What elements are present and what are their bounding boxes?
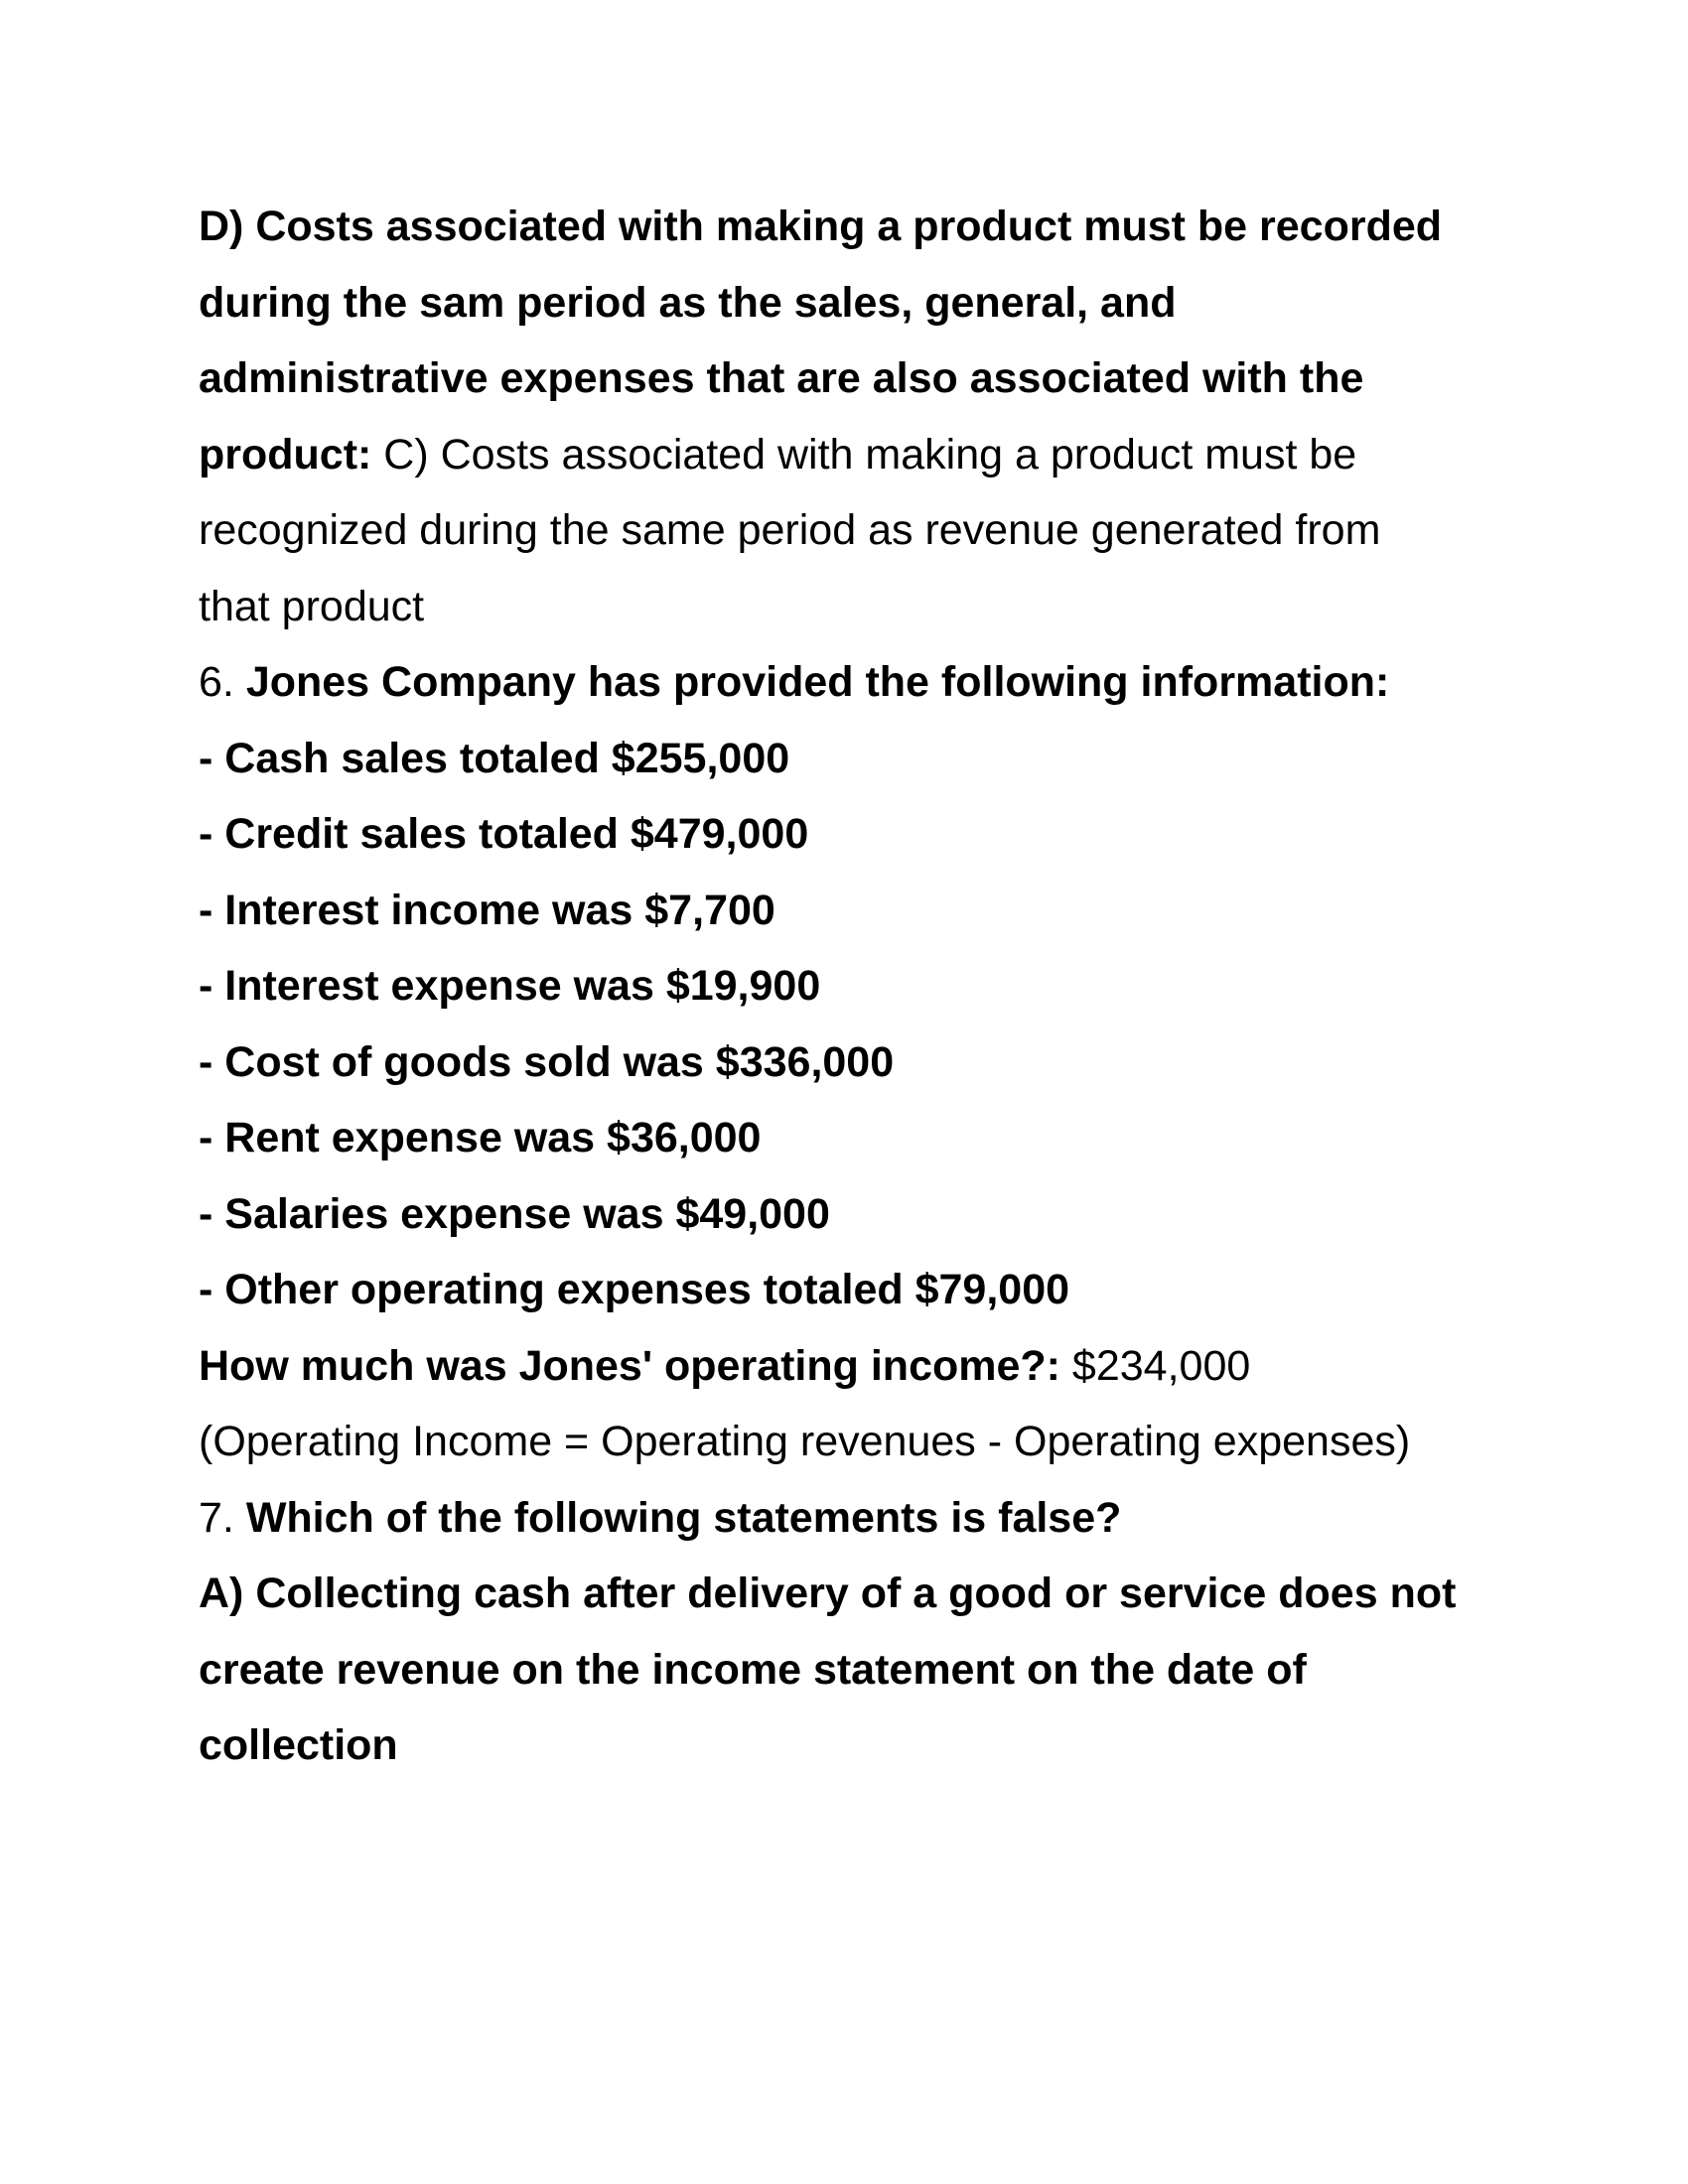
q6-formula: (Operating Income = Operating revenues - Operating expenses): [199, 1418, 1411, 1465]
q5-option-d-line-1: D) Costs associated with making a product must be recorded: [199, 203, 1443, 250]
q6-prompt: How much was Jones' operating income?:: [199, 1341, 1060, 1390]
q6-question-text: Jones Company has provided the following information:: [245, 658, 1390, 706]
q6-question: [199, 644, 1519, 721]
q6-number: 6.: [199, 658, 246, 706]
document-body: [199, 189, 1519, 1784]
q6-item: - Credit sales totaled $479,000: [199, 810, 809, 858]
q5-answer-text-3: that product: [199, 582, 425, 630]
q6-item: - Interest expense was $19,900: [199, 962, 821, 1010]
q6-item: - Other operating expenses totaled $79,000: [199, 1266, 1070, 1313]
q7-option-a-line-2: create revenue on the income statement on the date of: [199, 1645, 1307, 1694]
q5-option-d-line-3: administrative expenses that are also associated with the: [199, 354, 1364, 402]
q7-question-text: Which of the following statements is false?: [245, 1493, 1122, 1542]
q5-answer-text-2: recognized during the same period as revenue generated from: [199, 506, 1381, 554]
q6-item: - Rent expense was $36,000: [199, 1114, 762, 1161]
q6-item: - Cost of goods sold was $336,000: [199, 1037, 895, 1086]
q5-option-d-line-4: product:: [199, 430, 372, 478]
q5-option-d-line-2: during the sam period as the sales, general, and: [199, 278, 1177, 327]
q6-item: - Cash sales totaled $255,000: [199, 734, 790, 782]
q6-item: - Salaries expense was $49,000: [199, 1189, 830, 1238]
q7-number: 7.: [199, 1493, 246, 1542]
q6-item: - Interest income was $7,700: [199, 886, 775, 934]
q5-answer-line-4: [199, 417, 1519, 493]
q7-question: [199, 1480, 1519, 1557]
q6-prompt-line: [199, 1328, 1519, 1405]
q7-option-a-line-1: A) Collecting cash after delivery of a good or service does not: [199, 1570, 1457, 1617]
q7-option-a-line-3: collection: [199, 1721, 398, 1769]
q6-answer: $234,000: [1059, 1341, 1251, 1390]
q5-answer-text-1: C) Costs associated with making a product must be: [371, 430, 1357, 478]
